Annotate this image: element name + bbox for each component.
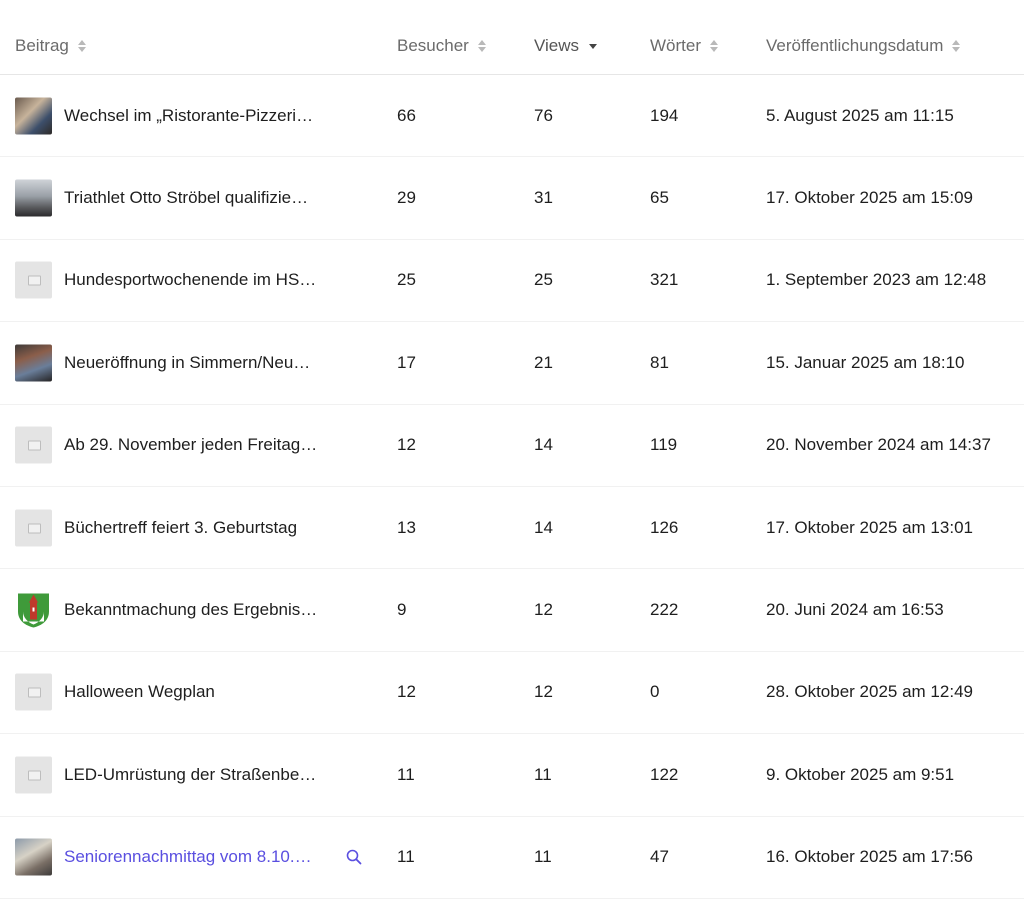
post-thumbnail <box>15 180 52 217</box>
datum-value: 17. Oktober 2025 am 13:01 <box>766 517 973 537</box>
datum-value: 28. Oktober 2025 am 12:49 <box>766 682 973 702</box>
post-thumbnail <box>15 344 52 381</box>
image-placeholder-icon <box>15 262 52 299</box>
woerter-value: 126 <box>650 517 679 537</box>
column-header-besucher[interactable] <box>397 36 487 56</box>
views-value: 11 <box>534 847 552 867</box>
datum-value: 17. Oktober 2025 am 15:09 <box>766 188 973 208</box>
table-header <box>0 0 1024 75</box>
sort-icon <box>951 39 961 53</box>
besucher-value: 17 <box>397 352 416 372</box>
besucher-value: 25 <box>397 270 416 290</box>
besucher-value: 9 <box>397 600 407 620</box>
woerter-value: 222 <box>650 600 679 620</box>
table-row[interactable] <box>0 240 1024 322</box>
views-value: 31 <box>534 188 553 208</box>
datum-value: 1. September 2023 am 12:48 <box>766 270 987 290</box>
datum-value: 9. Oktober 2025 am 9:51 <box>766 764 955 784</box>
besucher-value: 11 <box>397 847 415 867</box>
image-placeholder-icon <box>15 427 52 464</box>
sort-icon <box>77 39 87 53</box>
post-title-link[interactable]: Hundesportwochenende im HS… <box>64 270 317 290</box>
column-label: Beitrag <box>15 36 69 55</box>
post-thumbnail <box>15 97 52 134</box>
column-label: Views <box>534 36 580 55</box>
table-body <box>0 75 1024 899</box>
woerter-value: 0 <box>650 682 660 702</box>
table-row[interactable] <box>0 157 1024 239</box>
views-value: 12 <box>534 682 553 702</box>
post-title-link[interactable]: Neueröffnung in Simmern/Neu… <box>64 352 311 372</box>
table-row[interactable] <box>0 569 1024 651</box>
image-placeholder-icon <box>15 674 52 711</box>
table-row[interactable] <box>0 652 1024 734</box>
besucher-value: 13 <box>397 517 416 537</box>
sort-icon <box>477 39 487 53</box>
views-value: 76 <box>534 105 553 125</box>
datum-value: 5. August 2025 am 11:15 <box>766 105 954 125</box>
woerter-value: 194 <box>650 105 679 125</box>
besucher-value: 66 <box>397 105 416 125</box>
views-value: 25 <box>534 270 553 290</box>
datum-value: 20. November 2024 am 14:37 <box>766 435 991 455</box>
sort-descending-icon <box>589 44 597 49</box>
views-value: 11 <box>534 764 552 784</box>
datum-value: 15. Januar 2025 am 18:10 <box>766 352 965 372</box>
coat-of-arms-icon <box>15 592 52 629</box>
column-label: Wörter <box>650 36 701 55</box>
post-thumbnail <box>15 839 52 876</box>
post-title-link[interactable]: Ab 29. November jeden Freitag… <box>64 435 318 455</box>
woerter-value: 81 <box>650 352 669 372</box>
table-row[interactable] <box>0 405 1024 487</box>
woerter-value: 47 <box>650 847 669 867</box>
besucher-value: 29 <box>397 188 416 208</box>
search-icon[interactable] <box>346 849 362 865</box>
woerter-value: 119 <box>650 435 678 455</box>
post-title-link[interactable]: Seniorennachmittag vom 8.10.… <box>64 847 312 867</box>
column-header-views[interactable] <box>534 36 597 56</box>
post-title-link[interactable]: Halloween Wegplan <box>64 682 215 702</box>
besucher-value: 12 <box>397 435 416 455</box>
column-header-datum[interactable] <box>766 36 961 56</box>
post-title-link[interactable]: Wechsel im „Ristorante-Pizzeri… <box>64 105 314 125</box>
views-value: 12 <box>534 600 553 620</box>
woerter-value: 122 <box>650 764 679 784</box>
table-row[interactable] <box>0 487 1024 569</box>
post-title-link[interactable]: Bekanntmachung des Ergebnis… <box>64 600 318 620</box>
table-row[interactable] <box>0 817 1024 899</box>
image-placeholder-icon <box>15 509 52 546</box>
column-label: Veröffentlichungsdatum <box>766 36 944 55</box>
views-value: 21 <box>534 352 553 372</box>
views-value: 14 <box>534 517 553 537</box>
views-value: 14 <box>534 435 553 455</box>
post-title-link[interactable]: LED-Umrüstung der Straßenbe… <box>64 764 317 784</box>
woerter-value: 65 <box>650 188 669 208</box>
sort-icon <box>709 39 719 53</box>
besucher-value: 11 <box>397 764 415 784</box>
table-row[interactable] <box>0 322 1024 404</box>
image-placeholder-icon <box>15 756 52 793</box>
table-row[interactable] <box>0 75 1024 157</box>
post-title-link[interactable]: Büchertreff feiert 3. Geburtstag <box>64 517 298 537</box>
datum-value: 16. Oktober 2025 am 17:56 <box>766 847 973 867</box>
column-header-beitrag[interactable] <box>15 36 87 56</box>
column-header-woerter[interactable] <box>650 36 719 56</box>
column-label: Besucher <box>397 36 469 55</box>
post-title-link[interactable]: Triathlet Otto Ströbel qualifizie… <box>64 188 309 208</box>
table-row[interactable] <box>0 734 1024 816</box>
besucher-value: 12 <box>397 682 416 702</box>
woerter-value: 321 <box>650 270 679 290</box>
datum-value: 20. Juni 2024 am 16:53 <box>766 600 944 620</box>
